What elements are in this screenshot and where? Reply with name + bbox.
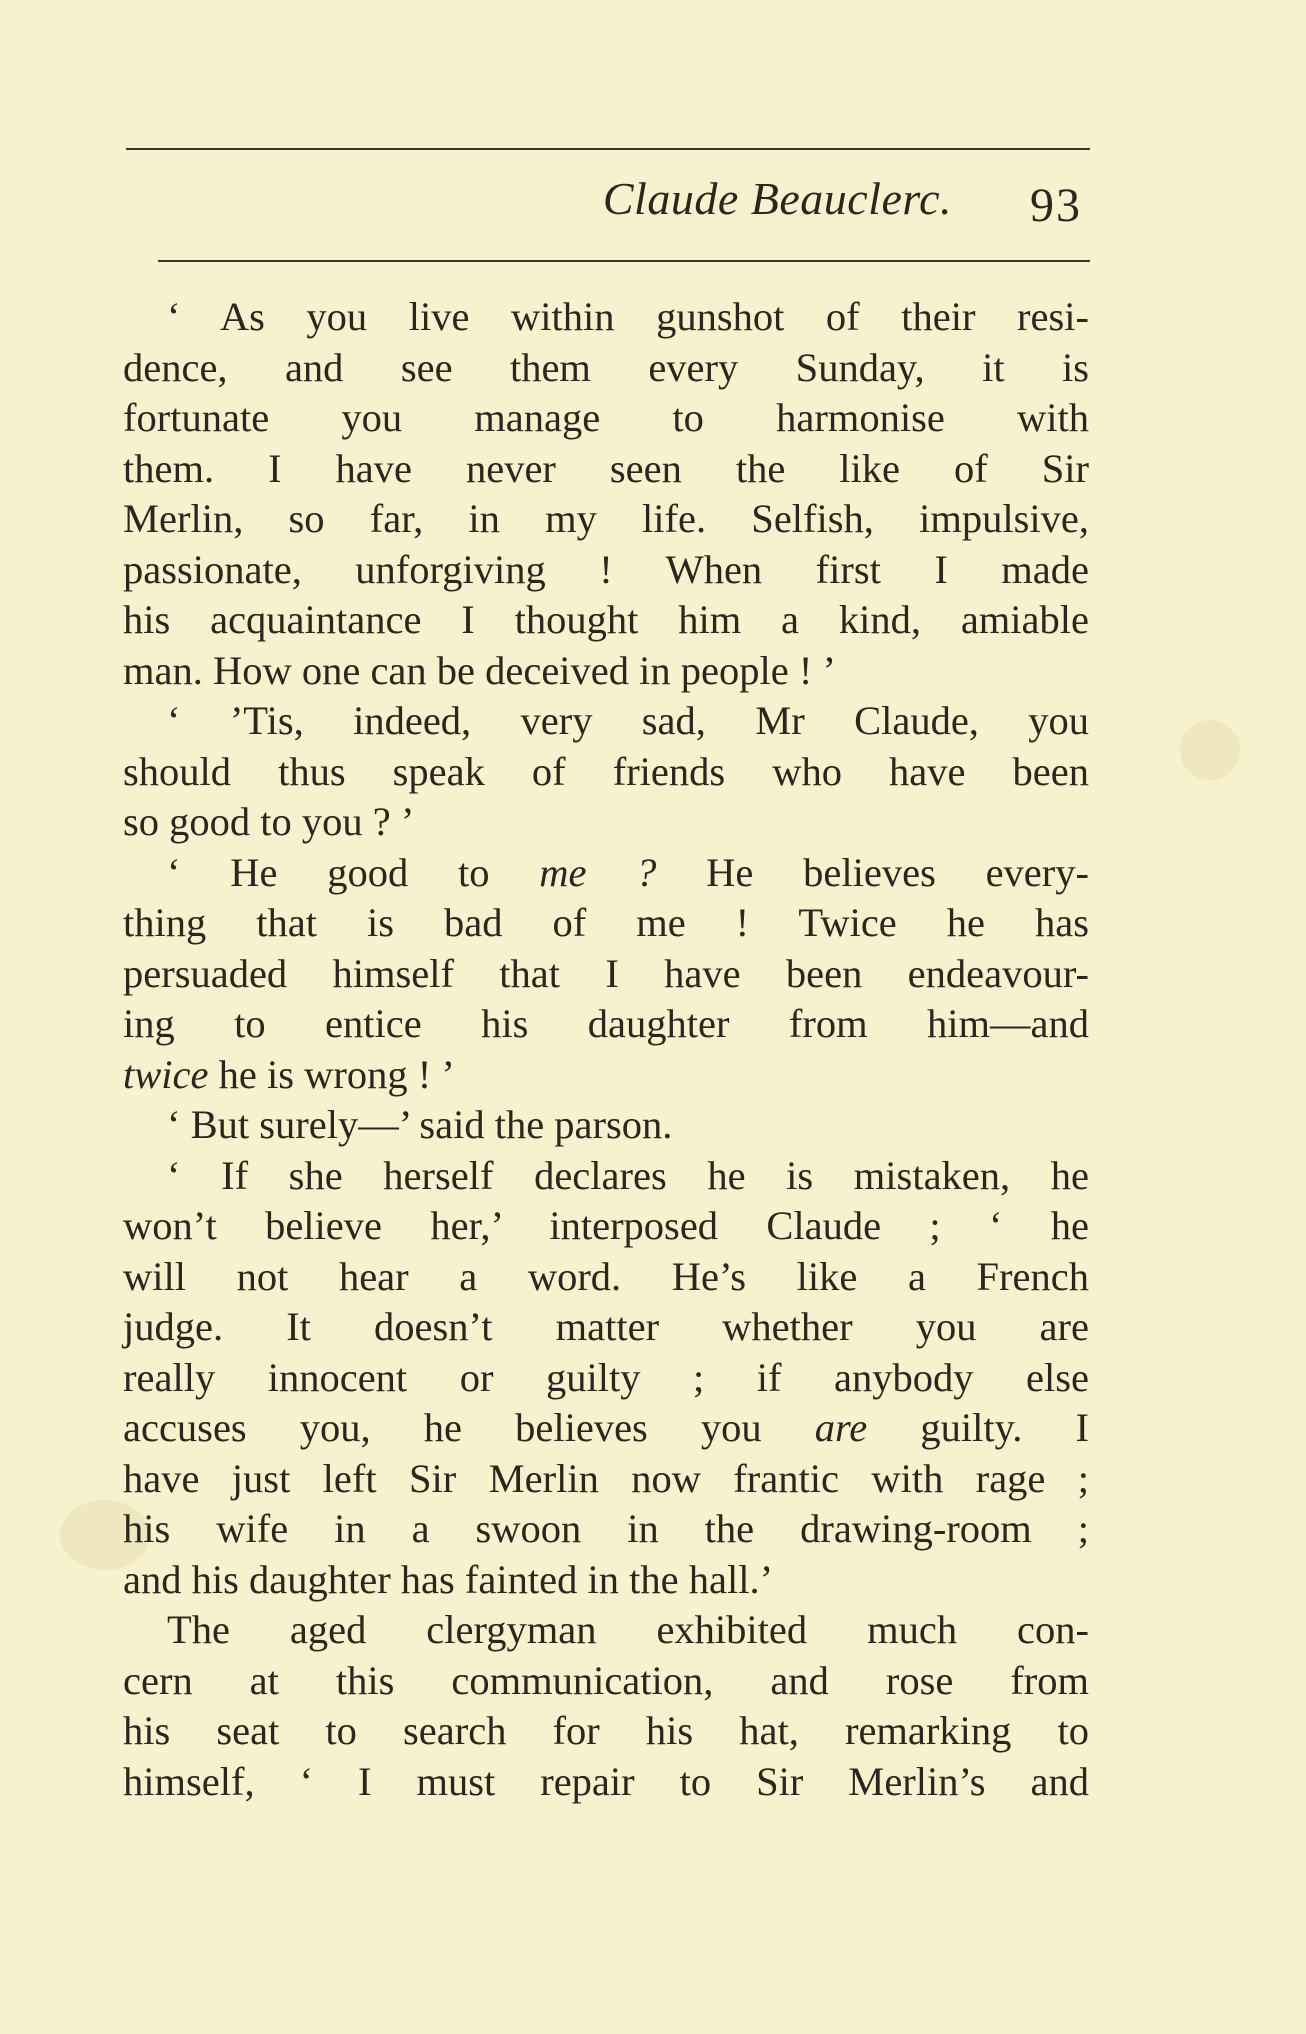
text-line xyxy=(123,1100,1089,1151)
header-rule-top xyxy=(126,148,1090,150)
running-head xyxy=(126,168,1090,248)
line-text: so good to you ? ’ xyxy=(123,799,415,844)
line-text: thing that is bad of me ! Twice he has xyxy=(123,900,1089,945)
line-text: persuaded himself that I have been endeavour- xyxy=(123,950,1089,996)
line-text: dence, and see them every Sunday, it is xyxy=(123,344,1089,390)
line-text-italic: twice xyxy=(123,1051,209,1097)
line-text: and his daughter has fainted in the hall.’ xyxy=(123,1556,774,1602)
line-text: He believes every- xyxy=(656,849,1089,895)
text-line xyxy=(123,1706,1089,1757)
text-line xyxy=(123,1605,1089,1656)
body-text xyxy=(123,292,1089,1807)
line-text: ing to entice his daughter from him—and xyxy=(123,1001,1089,1046)
text-line xyxy=(123,797,1089,848)
page-number: 93 xyxy=(1030,179,1082,232)
text-line xyxy=(123,747,1089,798)
line-text: he is wrong ! ’ xyxy=(208,1051,455,1097)
line-text: guilty. I xyxy=(867,1405,1089,1450)
line-text: judge. It doesn’t matter whether you are xyxy=(123,1304,1089,1349)
text-line xyxy=(123,595,1089,646)
line-text: ‘ If she herself declares he is mistaken, he xyxy=(167,1152,1089,1198)
text-line xyxy=(123,999,1089,1050)
line-text: fortunate you manage to harmonise with xyxy=(123,395,1089,440)
line-text: ‘ He good to xyxy=(167,849,540,895)
text-line xyxy=(123,1252,1089,1303)
line-text: will not hear a word. He’s like a French xyxy=(123,1253,1089,1299)
line-text-italic: me ? xyxy=(539,849,657,895)
text-line xyxy=(123,646,1089,697)
line-text: accuses you, he believes you xyxy=(123,1405,815,1450)
line-text: won’t believe her,’ interposed Claude ; ‘ he xyxy=(123,1203,1089,1248)
line-text: ‘ As you live within gunshot of their resi- xyxy=(167,294,1089,339)
line-text: have just left Sir Merlin now frantic with rage ; xyxy=(123,1455,1089,1501)
text-line xyxy=(123,444,1089,495)
line-text: ‘ But surely—’ said the parson. xyxy=(167,1102,673,1147)
text-line xyxy=(123,292,1089,343)
text-line xyxy=(123,898,1089,949)
line-text: ‘ ’Tis, indeed, very sad, Mr Claude, you xyxy=(167,698,1089,743)
text-line xyxy=(123,696,1089,747)
text-line xyxy=(123,1151,1089,1202)
line-text: really innocent or guilty ; if anybody else xyxy=(123,1354,1089,1400)
text-line xyxy=(123,1504,1089,1555)
text-line xyxy=(123,343,1089,394)
text-line xyxy=(123,1757,1089,1808)
line-text: them. I have never seen the like of Sir xyxy=(123,445,1089,491)
text-line xyxy=(123,393,1089,444)
line-text: passionate, unforgiving ! When first I made xyxy=(123,546,1089,592)
text-line xyxy=(123,1403,1089,1454)
line-text: his acquaintance I thought him a kind, amiable xyxy=(123,597,1089,642)
text-line xyxy=(123,1555,1089,1606)
line-text: himself, ‘ I must repair to Sir Merlin’s and xyxy=(123,1758,1089,1804)
text-line xyxy=(123,949,1089,1000)
line-text: The aged clergyman exhibited much con- xyxy=(167,1607,1089,1652)
text-line xyxy=(123,1302,1089,1353)
header-rule-bottom xyxy=(158,260,1090,262)
line-text-italic: are xyxy=(814,1405,868,1450)
line-text: man. How one can be deceived in people ! ’ xyxy=(123,647,836,693)
running-title: Claude Beauclerc. xyxy=(602,173,952,224)
paper-stain xyxy=(1180,720,1240,780)
text-line xyxy=(123,1353,1089,1404)
line-text: should thus speak of friends who have been xyxy=(123,748,1089,794)
text-line xyxy=(123,545,1089,596)
line-text: Merlin, so far, in my life. Selfish, impulsive, xyxy=(123,496,1089,541)
text-line xyxy=(123,848,1089,899)
text-line xyxy=(123,1201,1089,1252)
text-line xyxy=(123,1050,1089,1101)
text-line xyxy=(123,1454,1089,1505)
line-text: his seat to search for his hat, remarking to xyxy=(123,1708,1089,1753)
line-text: his wife in a swoon in the drawing-room ; xyxy=(123,1506,1089,1551)
text-line xyxy=(123,1656,1089,1707)
line-text: cern at this communication, and rose from xyxy=(123,1657,1089,1703)
text-line xyxy=(123,494,1089,545)
